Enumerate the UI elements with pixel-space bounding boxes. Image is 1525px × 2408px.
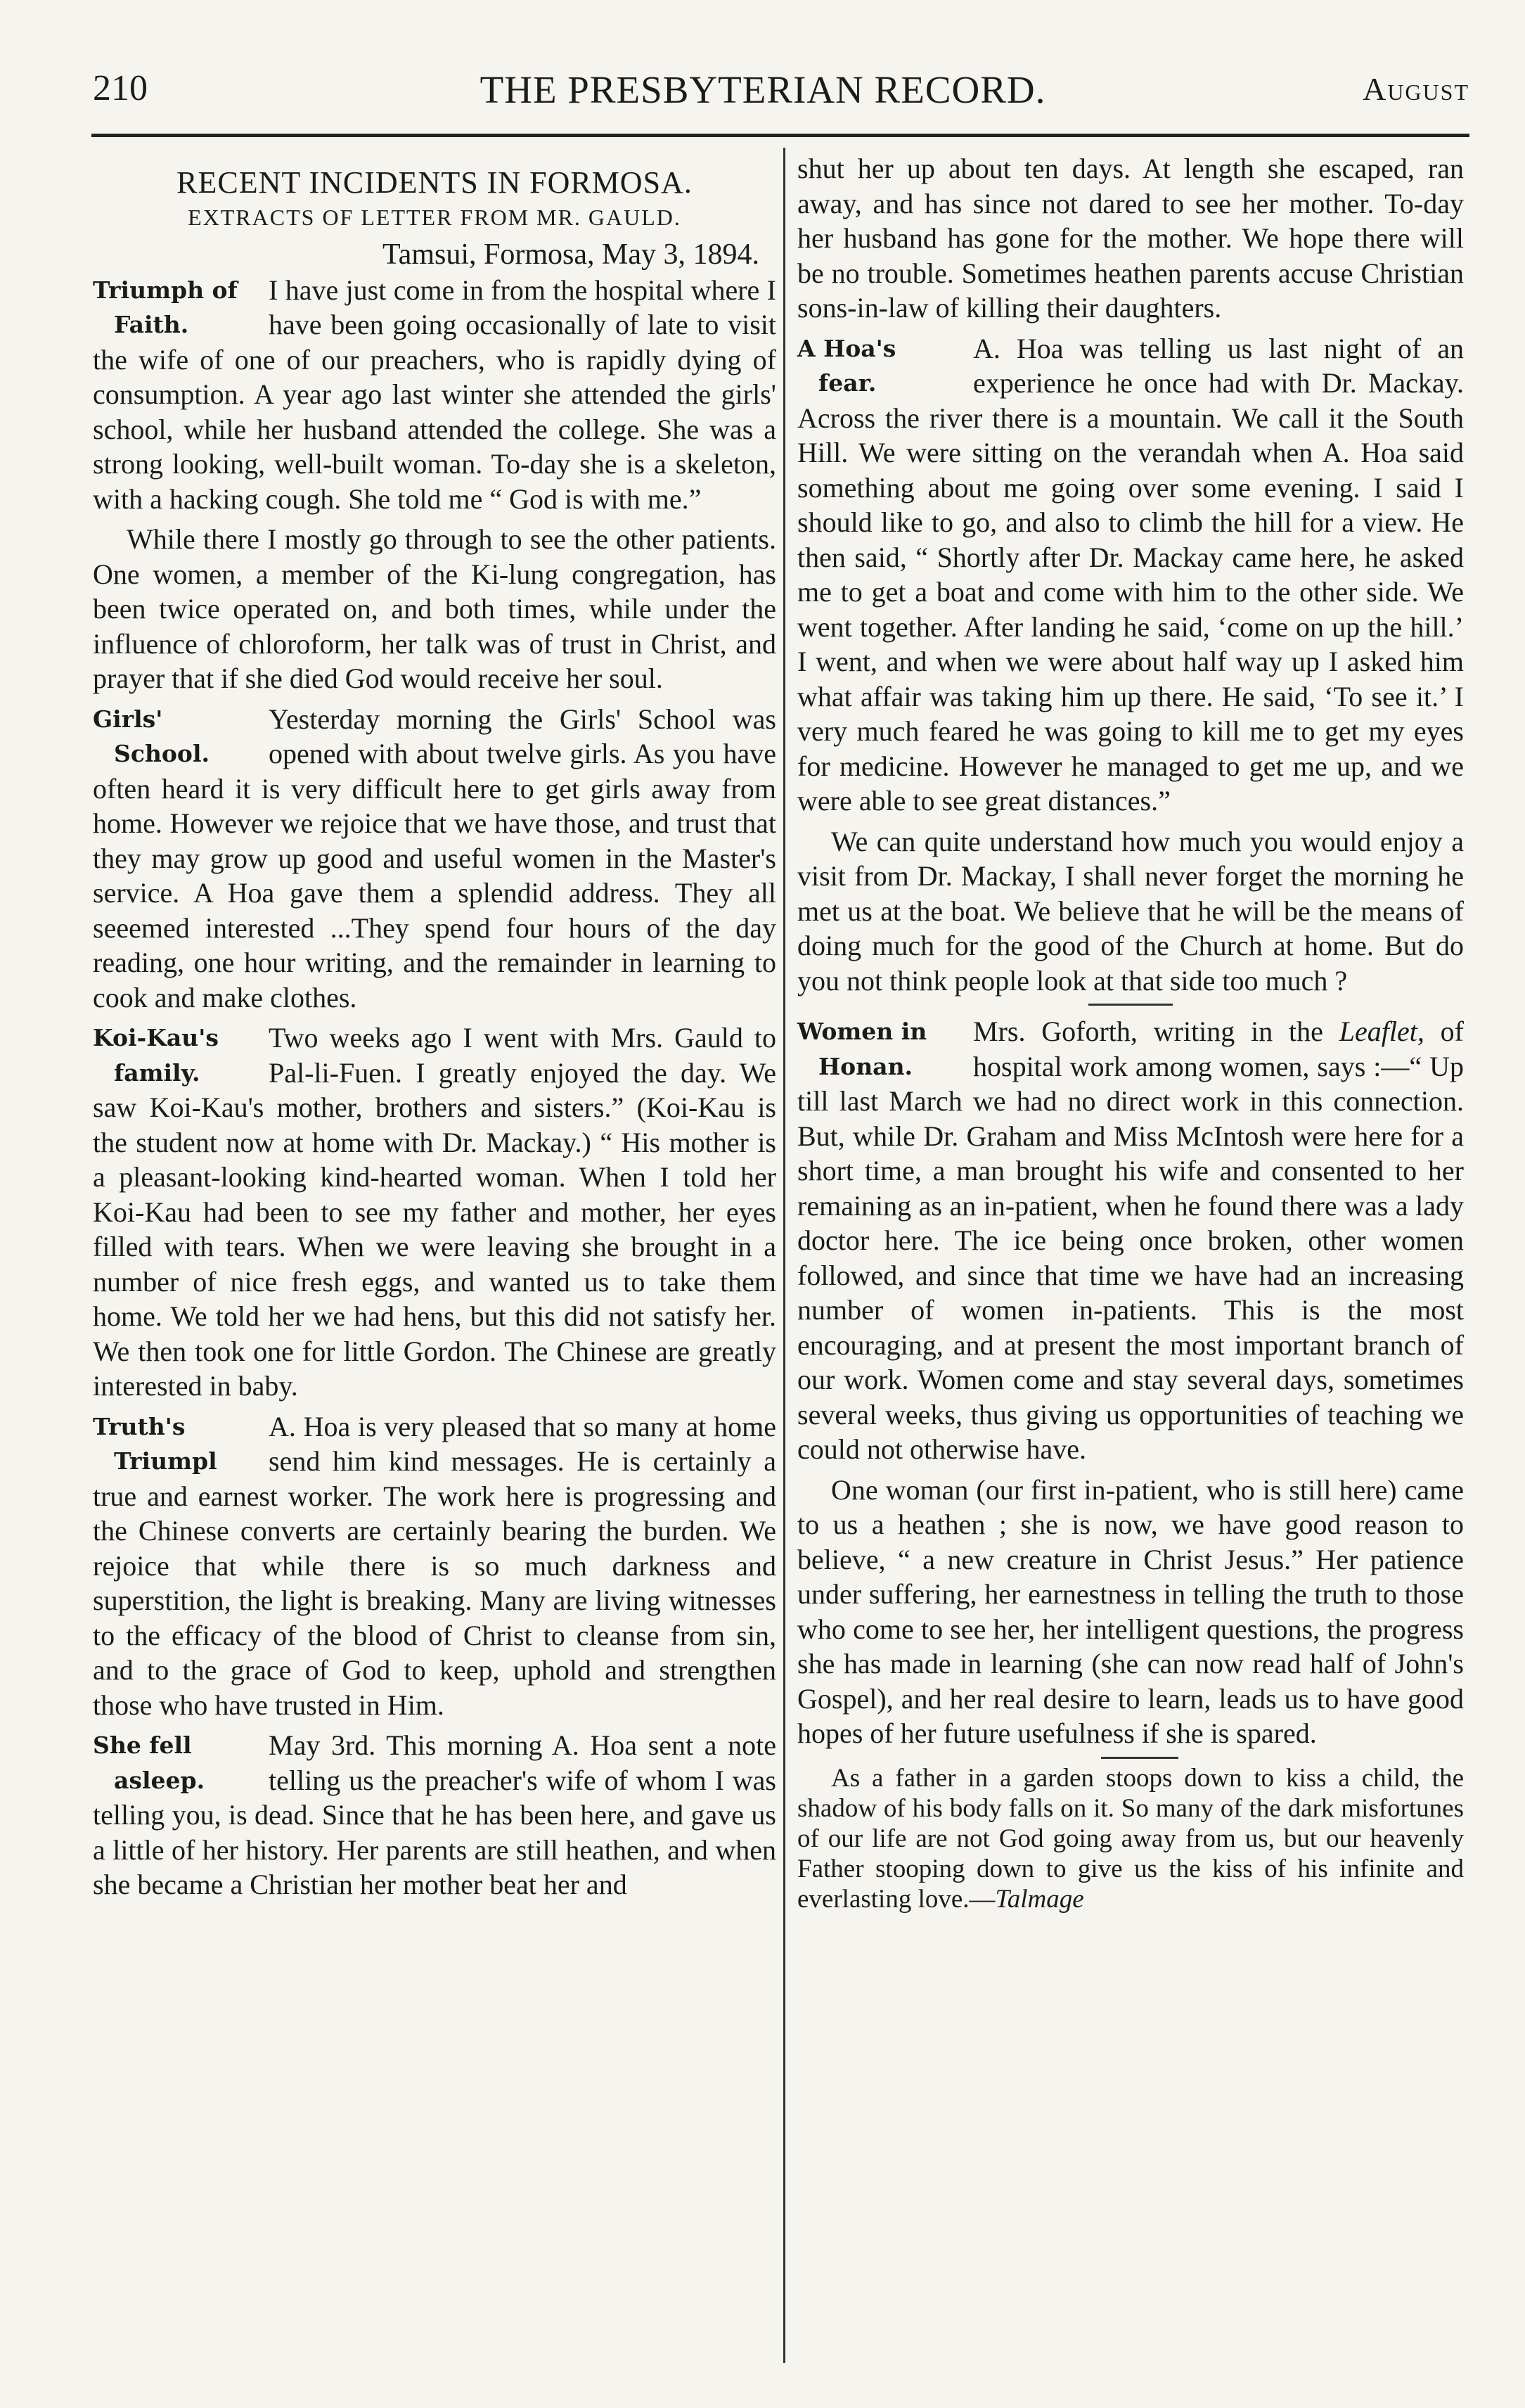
paragraph: Mrs. Goforth, writing in the Leaflet, of hospital work among women, says :—“ Up till last March we had no direct work in this connection. But, while Dr. Graham and Miss McIntosh were here for a short time, a man brought his wife and consented to her remaining as an in-patient, when he found there was a lady doctor here. The ice being once broken, other women followed, and since that time we have had an increasing number of women in-patients. This is the most encouraging, and at present the most important branch of our work. Women come and stay several days, sometimes several weeks, thus giving us opportunities of teaching we could not otherwise have. — [797, 1016, 1464, 1465]
closing-quote: As a father in a garden stoops down to kiss a child, the shadow of his body falls on it. So many of the dark misfortunes of our life are not God going away from us, but our heavenly Father stooping down to give us the kiss of his infinite and everlasting love.—Talmage — [797, 1763, 1464, 1914]
left-column — [93, 151, 776, 1908]
side-heading-girls-school: Girls' School. — [93, 705, 210, 767]
article-dateline: Tamsui, Formosa, May 3, 1894. — [382, 238, 759, 271]
paragraph: Yesterday morning the Girls' School was opened with about twelve girls. As you have often heard it is very difficult here to get girls away from home. However we rejoice that we have those, and trust that they may grow up good and useful women in the Master's service. A Hoa gave them a splendid address. They all seeemed interested ...They spend four hours of the day reading, one hour writing, and the remainder in learning to cook and make clothes. — [93, 703, 776, 1013]
paragraph: Two weeks ago I went with Mrs. Gauld to Pal-li-Fuen. I greatly enjoyed the day. We saw Koi-Kau's mother, brothers and sisters.” (Koi-Kau is the student now at home with Dr. Mackay.) “ His mother is a pleasant-looking kind-hearted woman. When I told her Koi-Kau had been to see my father and mother, her eyes filled with tears. When we were leaving she brought in a number of nice fresh eggs, and wanted us to take them home. We told her we had hens, but this did not satisfy her. We then took one for little Gordon. The Chinese are greatly interested in baby. — [93, 1022, 776, 1402]
side-heading-truths-triumph: Truth's Triumpl — [93, 1412, 217, 1475]
header-rule — [91, 134, 1469, 137]
article-title: RECENT INCIDENTS IN FORMOSA. — [176, 165, 693, 200]
paragraph: We can quite understand how much you would enjoy a visit from Dr. Mackay, I shall never forget the morning he met us at the boat. We believe that he will be the means of doing much for the good of the Church at home. But do you not think people look at that side too much ? — [797, 825, 1464, 997]
paragraph: A. Hoa was telling us last night of an experience he once had with Dr. Mackay. Across the river there is a mountain. We call it the South Hill. We were sitting on the verandah when A. Hoa said something about me going over some evening. I said I should like to go, and also to climb the hill for a view. He then said, “ Shortly after Dr. Mackay came here, he asked me to get a boat and come with him to the other side. We went together. After landing he said, ‘come on up the hill.’ I went, and when we were about half way up I asked him what affair was taking him up there. He said, ‘To see it.’ I very much feared he was going to kill me to get my eyes for medicine. However he managed to get me up, and we were able to see great distances.” — [797, 332, 1464, 816]
paragraph: I have just come in from the hospital where I have been going occasionally of late to visit the wife of one of our preachers, who is rapidly dying of consumption. A year ago last winter she attended the girls' school, while her husband attended the college. She was a strong looking, well-built woman. To-day she is a skeleton, with a hacking cough. She told me “ God is with me.” — [93, 274, 776, 515]
side-heading-women-in-honan: Women in Honan. — [797, 1018, 927, 1080]
paragraph: One woman (our first in-patient, who is still here) came to us a heathen ; she is now, we have good reason to believe, “ a new creature in Christ Jesus.” Her patience under suffering, her earnestness in telling the truth to those who come to see her, her intelligent questions, the progress she has made in learning (she can now read half of John's Gospel), and her real desire to learn, leads us to have good hopes of her future usefulness if she is spared. — [797, 1473, 1464, 1749]
quote-rule — [1101, 1757, 1178, 1759]
side-heading-triumph-of-faith: Triumph of Faith. — [93, 276, 238, 338]
issue-month: August — [1363, 71, 1469, 107]
side-heading-a-hoas-fear: A Hoa's fear. — [797, 334, 896, 397]
paragraph: shut her up about ten days. At length she escaped, ran away, and has since not dared to see her mother. To-day her husband has gone for the mother. We hope there will be no trouble. Sometimes heathen parents accuse Christian sons-in-law of killing their daughters. — [797, 153, 1464, 324]
paragraph: May 3rd. This morning A. Hoa sent a note telling us the preacher's wife of whom I was telling you, is dead. Since that he has been here, and gave us a little of her history. Her parents are still heathen, and when she became a Christian her mother beat her and — [93, 1729, 776, 1900]
side-heading-she-fell-asleep: She fell asleep. — [93, 1731, 205, 1794]
paragraph: While there I mostly go through to see the other patients. One women, a member of the Ki-lung congregation, has been twice operated on, and both times, while under the influence of chloroform, her talk was of trust in Christ, and prayer that if she died God would receive her soul. — [93, 523, 776, 694]
column-divider — [783, 148, 785, 2363]
periodical-title: THE PRESBYTERIAN RECORD. — [480, 68, 1046, 111]
article-subtitle: EXTRACTS OF LETTER FROM MR. GAULD. — [188, 204, 681, 230]
quote-author: Talmage — [995, 1884, 1084, 1914]
right-column — [797, 151, 1464, 1920]
paragraph: A. Hoa is very pleased that so many at home send him kind messages. He is certainly a true and earnest worker. The work here is progressing and the Chinese converts are certainly bearing the burden. We rejoice that while there is so much darkness and superstition, the light is breaking. Many are living witnesses to the efficacy of the blood of Christ to cleanse from sin, and to the grace of God to keep, uphold and strengthen those who have trusted in Him. — [93, 1410, 776, 1721]
page-number: 210 — [93, 68, 148, 108]
side-heading-koi-kau-family: Koi-Kau's family. — [93, 1024, 219, 1087]
section-rule — [1088, 1004, 1173, 1006]
page-header — [56, 68, 1469, 117]
